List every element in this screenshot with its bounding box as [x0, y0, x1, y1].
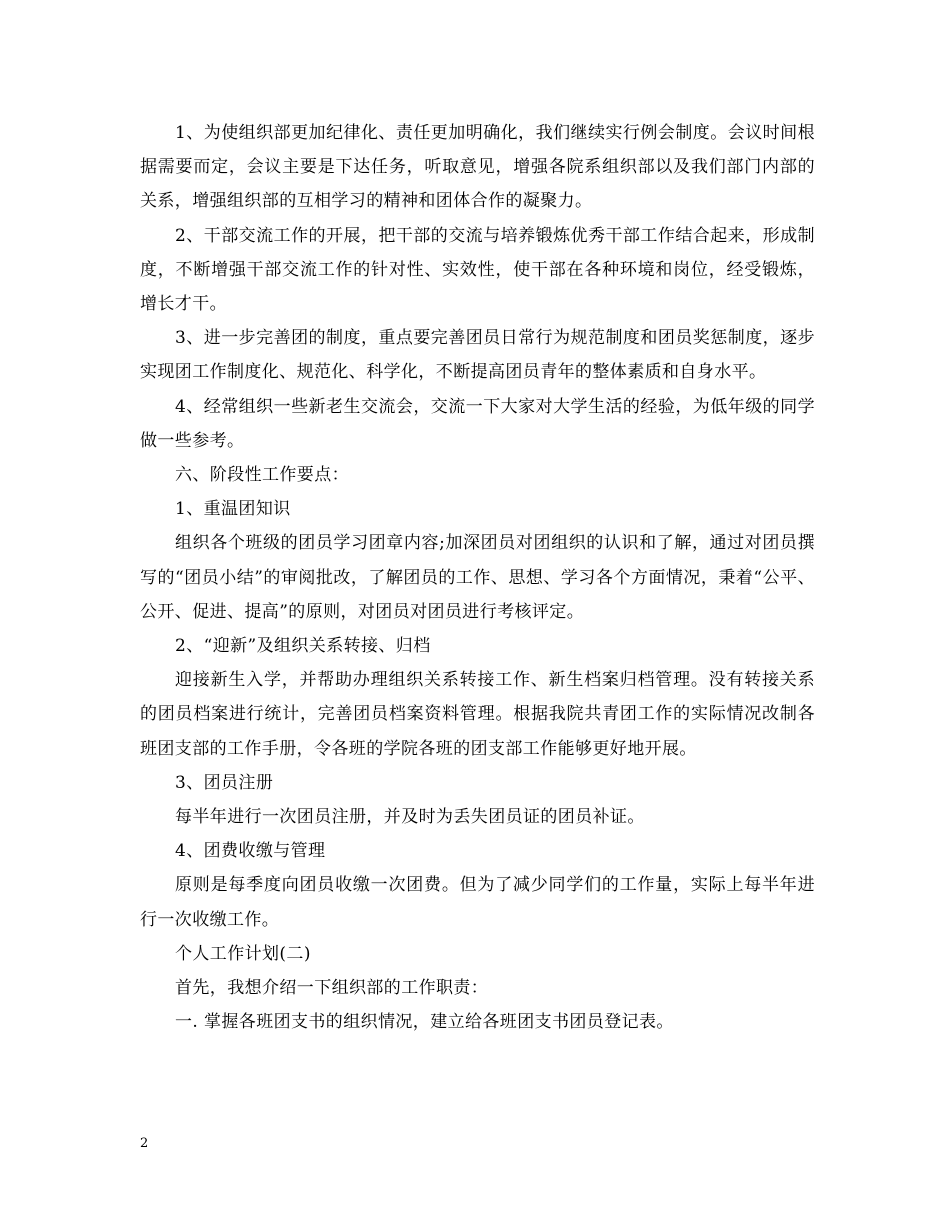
paragraph-review-league-knowledge: 组织各个班级的团员学习团章内容;加深团员对团组织的认识和了解，通过对团员撰写的“团员小结”的审阅批改，了解团员的工作、思想、学习各个方面情况，秉着“公平、公开、促进、提高”的原则，对团员对团员进行考核评定。 — [140, 533, 815, 622]
paragraph-intro-duties: 首先，我想介绍一下组织部的工作职责： — [175, 978, 489, 999]
subheading-dues-management: 4、团费收缴与管理 — [175, 841, 326, 862]
paragraph-dues-management: 原则是每季度向团员收缴一次团费。但为了减少同学们的工作量，实际上每半年进行一次收缴工作。 — [140, 875, 815, 930]
paragraph-welcome-new: 迎接新生入学，并帮助办理组织关系转接工作、新生档案归档管理。没有转接关系的团员档案进行统计，完善团员档案资料管理。根据我院共青团工作的实际情况改制各班团支部的工作手册，令各班的学院各班的团支部工作能够更好地开展。 — [140, 670, 815, 759]
paragraph-4: 4、经常组织一些新老生交流会，交流一下大家对大学生活的经验，为低年级的同学做一些参考。 — [140, 396, 815, 451]
section-heading-personal-plan-two: 个人工作计划(二) — [175, 943, 311, 964]
paragraph-2: 2、干部交流工作的开展，把干部的交流与培养锻炼优秀干部工作结合起来，形成制度，不断增强干部交流工作的针对性、实效性，使干部在各种环境和岗位，经受锻炼，增长才干。 — [140, 225, 815, 315]
subheading-member-registration: 3、团员注册 — [175, 772, 274, 793]
paragraph-3: 3、进一步完善团的制度，重点要完善团员日常行为规范制度和团员奖惩制度，逐步实现团工作制度化、规范化、科学化，不断提高团员青年的整体素质和自身水平。 — [140, 328, 815, 383]
subheading-review-league-knowledge: 1、重温团知识 — [175, 499, 291, 520]
subheading-welcome-new: 2、“迎新”及组织关系转接、归档 — [175, 636, 431, 657]
paragraph-1: 1、为使组织部更加纪律化、责任更加明确化，我们继续实行例会制度。会议时间根据需要而定，会议主要是下达任务，听取意见，增强各院系组织部以及我们部门内部的关系，增强组织部的互相学习的精神和团体合作的凝聚力。 — [140, 123, 815, 212]
page-number: 2 — [140, 1136, 149, 1151]
section-heading-stage-work: 六、阶段性工作要点： — [175, 465, 349, 486]
paragraph-duty-one: 一. 掌握各班团支书的组织情况，建立给各班团支书团员登记表。 — [175, 1012, 674, 1033]
paragraph-member-registration: 每半年进行一次团员注册，并及时为丢失团员证的团员补证。 — [175, 807, 645, 828]
document-body — [140, 116, 815, 1039]
